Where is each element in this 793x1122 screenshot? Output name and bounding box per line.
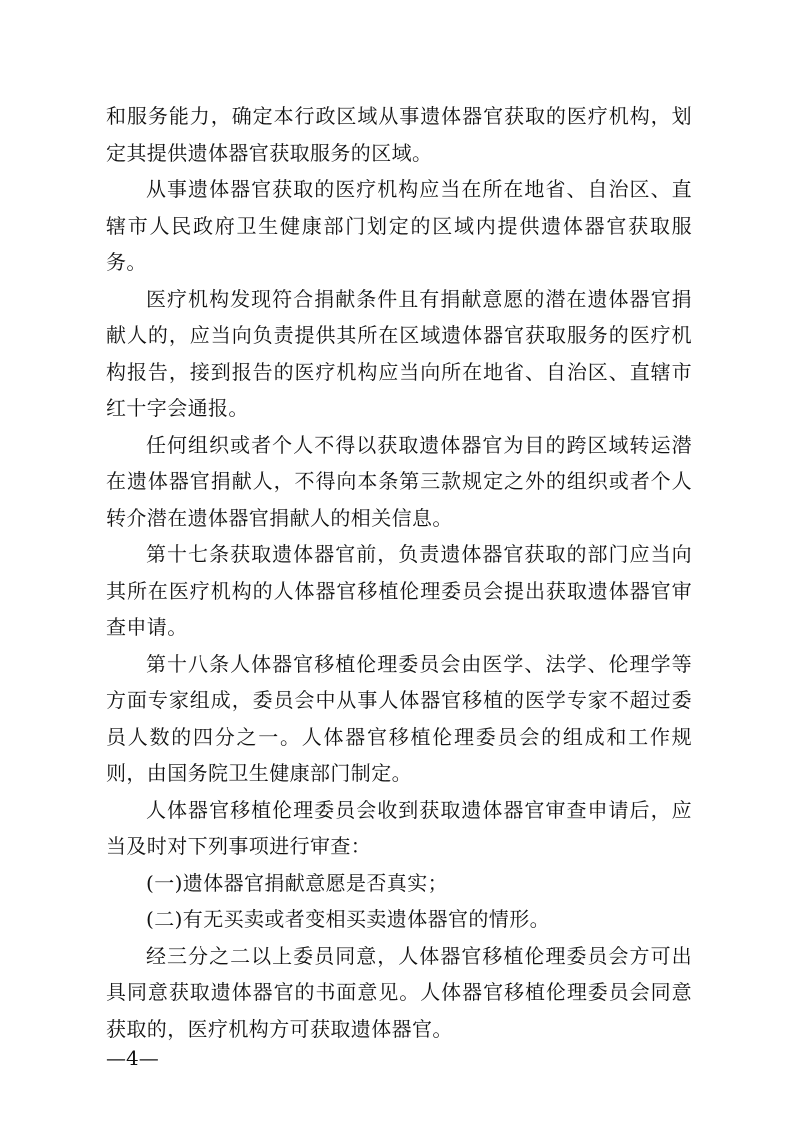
paragraph-article-17: 第十七条获取遗体器官前，负责遗体器官获取的部门应当向其所在医疗机构的人体器官移植伦理委员会提出获取遗体器官审查申请。 bbox=[106, 542, 692, 639]
paragraph: 医疗机构发现符合捐献条件且有捐献意愿的潜在遗体器官捐献人的，应当向负责提供其所在区域遗体器官获取服务的医疗机构报告，接到报告的医疗机构应当向所在地省、自治区、直辖市红十字会通报。 bbox=[106, 286, 692, 420]
page-number: —4— bbox=[106, 1046, 159, 1070]
list-item-2: (二)有无买卖或者变相买卖遗体器官的情形。 bbox=[146, 907, 551, 931]
paragraph: 从事遗体器官获取的医疗机构应当在所在地省、自治区、直辖市人民政府卫生健康部门划定的区域内提供遗体器官获取服务。 bbox=[106, 177, 692, 274]
paragraph: 人体器官移植伦理委员会收到获取遗体器官审查申请后，应当及时对下列事项进行审查： bbox=[106, 797, 692, 858]
paragraph: 任何组织或者个人不得以获取遗体器官为目的跨区域转运潜在遗体器官捐献人，不得向本条第三款规定之外的组织或者个人转介潜在遗体器官捐献人的相关信息。 bbox=[106, 432, 692, 530]
paragraph: 经三分之二以上委员同意，人体器官移植伦理委员会方可出具同意获取遗体器官的书面意见。人体器官移植伦理委员会同意获取的，医疗机构方可获取遗体器官。 bbox=[106, 943, 692, 1041]
paragraph-continuation: 和服务能力，确定本行政区域从事遗体器官获取的医疗机构，划定其提供遗体器官获取服务的区域。 bbox=[106, 104, 692, 165]
list-item-1: (一)遗体器官捐献意愿是否真实； bbox=[146, 870, 449, 895]
document-body bbox=[106, 98, 692, 1047]
paragraph-article-18: 第十八条人体器官移植伦理委员会由医学、法学、伦理学等方面专家组成，委员会中从事人体器官移植的医学专家不超过委员人数的四分之一。人体器官移植伦理委员会的组成和工作规则，由国务院卫生健康部门制定。 bbox=[106, 651, 692, 785]
